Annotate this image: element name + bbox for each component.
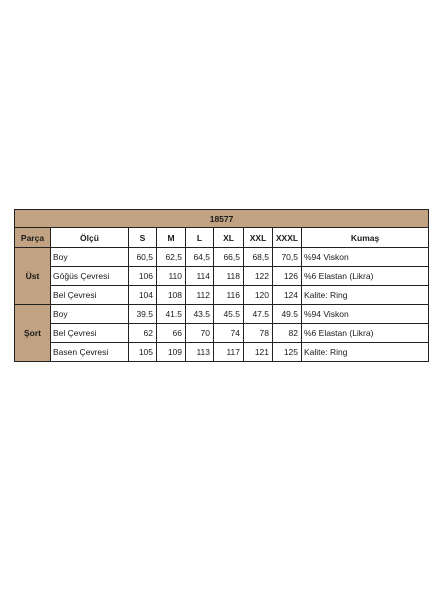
table-row (15, 343, 429, 362)
measure-name: Boy (51, 248, 129, 267)
size-value: 39.5 (129, 305, 157, 324)
fabric-info: Kalite: Ring (302, 286, 429, 305)
measure-name: Basen Çevresi (51, 343, 129, 362)
fabric-info: %94 Viskon (302, 305, 429, 324)
size-value: 82 (273, 324, 302, 343)
size-value: 117 (214, 343, 244, 362)
size-value: 43.5 (186, 305, 214, 324)
fabric-info: %6 Elastan (Likra) (302, 324, 429, 343)
size-value: 106 (129, 267, 157, 286)
size-value: 78 (244, 324, 273, 343)
size-value: 45.5 (214, 305, 244, 324)
table-row (15, 286, 429, 305)
size-value: 108 (157, 286, 186, 305)
table-row (15, 267, 429, 286)
size-value: 112 (186, 286, 214, 305)
size-value: 121 (244, 343, 273, 362)
size-value: 109 (157, 343, 186, 362)
size-value: 68,5 (244, 248, 273, 267)
size-value: 110 (157, 267, 186, 286)
size-chart-table (14, 209, 429, 362)
measure-name: Göğüs Çevresi (51, 267, 129, 286)
size-value: 64,5 (186, 248, 214, 267)
size-header-s: S (129, 228, 157, 248)
size-header-l: L (186, 228, 214, 248)
table-row (15, 324, 429, 343)
measure-name: Boy (51, 305, 129, 324)
size-value: 104 (129, 286, 157, 305)
size-value: 49.5 (273, 305, 302, 324)
fabric-info: Kalite: Ring (302, 343, 429, 362)
size-value: 41.5 (157, 305, 186, 324)
table-row (15, 305, 429, 324)
size-value: 66 (157, 324, 186, 343)
fabric-info: %6 Elastan (Likra) (302, 267, 429, 286)
size-value: 47.5 (244, 305, 273, 324)
size-value: 70 (186, 324, 214, 343)
size-header-xxxl: XXXL (273, 228, 302, 248)
size-header-m: M (157, 228, 186, 248)
size-value: 118 (214, 267, 244, 286)
size-value: 60,5 (129, 248, 157, 267)
fabric-info: %94 Viskon (302, 248, 429, 267)
size-value: 70,5 (273, 248, 302, 267)
size-value: 124 (273, 286, 302, 305)
part-header: Parça (15, 228, 51, 248)
size-value: 62 (129, 324, 157, 343)
header-row (15, 228, 429, 248)
size-value: 120 (244, 286, 273, 305)
measure-header: Ölçü (51, 228, 129, 248)
table-row (15, 248, 429, 267)
part-label-ust: Üst (15, 248, 51, 305)
table-title: 18577 (15, 210, 429, 228)
measure-name: Bel Çevresi (51, 324, 129, 343)
measure-name: Bel Çevresi (51, 286, 129, 305)
part-label-sort: Şort (15, 305, 51, 362)
title-row (15, 210, 429, 228)
size-value: 122 (244, 267, 273, 286)
size-value: 62,5 (157, 248, 186, 267)
size-value: 126 (273, 267, 302, 286)
size-value: 66,5 (214, 248, 244, 267)
size-header-xl: XL (214, 228, 244, 248)
size-value: 105 (129, 343, 157, 362)
fabric-header: Kumaş (302, 228, 429, 248)
size-value: 113 (186, 343, 214, 362)
size-value: 125 (273, 343, 302, 362)
size-value: 116 (214, 286, 244, 305)
size-header-xxl: XXL (244, 228, 273, 248)
size-value: 74 (214, 324, 244, 343)
size-value: 114 (186, 267, 214, 286)
